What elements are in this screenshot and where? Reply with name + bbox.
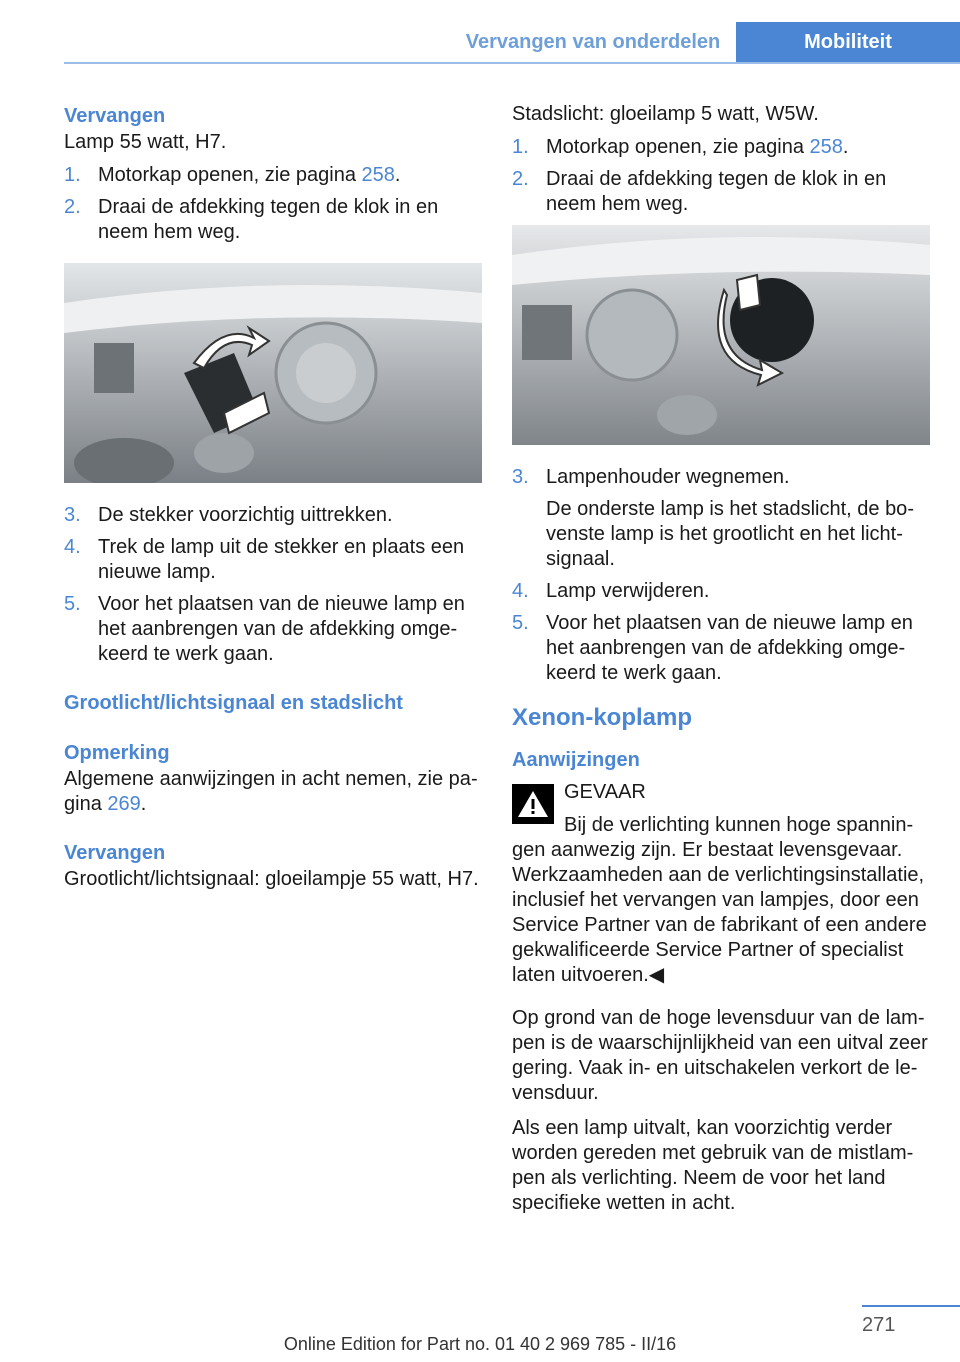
list-item: 3. Lampenhouder wegnemen. De onderste lamp is het stadslicht, de bovenste lamp is het grootlicht en het lichtsignaal. [512, 466, 914, 570]
steps-list [512, 135, 930, 217]
warning-block [512, 780, 930, 988]
heading-aanwijzingen: Aanwijzingen [512, 749, 640, 771]
heading-opmerking: Opmerking [64, 742, 170, 764]
list-item: 2. Draai de afdekking tegen de klok in en neem hem weg. [64, 196, 439, 243]
parking-light-spec: Stadslicht: gloeilamp 5 watt, W5W. [512, 103, 819, 125]
warning-text: Bij de verlichting kunnen hoge spanningen aanwezig zijn. Er bestaat levensgevaar. Werkzaamheden aan de verlichtingsinstallatie, inclusief het vervangen van lampjes, door een Service Partner van de fabrikant of een andere gekwalificeerde Service Partner of specialist laten uitvoeren.◀ [512, 814, 927, 986]
list-item: 3. De stekker voorzichtig uittrekken. [64, 504, 393, 526]
page-link[interactable]: 258 [361, 164, 395, 186]
list-item: 2. Draai de afdekking tegen de klok in en neem hem weg. [512, 168, 887, 215]
paragraph: Als een lamp uitvalt, kan voorzichtig verder worden gereden met gebruik van de mistlampen als verlichting. Neem de voor het land specifieke wetten in acht. [512, 1117, 914, 1214]
heading-xenon: Xenon-koplamp [512, 704, 693, 731]
header-tabs [450, 22, 960, 62]
section-title: Vervangen van onderdelen [465, 30, 721, 53]
high-beam-spec: Grootlicht/lichtsignaal: gloeilampje 55 watt, H7. [64, 868, 479, 890]
warning-icon [512, 784, 554, 824]
heading-grootlicht: Grootlicht/lichtsignaal en stadslicht [64, 692, 403, 714]
list-item: 5. Voor het plaatsen van de nieuwe lamp en het aanbrengen van de afdekking omgekeerd te werk gaan. [64, 593, 465, 665]
page-number: 271 [862, 1314, 896, 1336]
chapter-tab: Mobiliteit [736, 22, 960, 62]
edition-text: Online Edition for Part no. 01 40 2 969 785 - II/16 [283, 1334, 677, 1354]
footer-rule [862, 1305, 960, 1307]
warning-label: GEVAAR [564, 781, 646, 803]
steps-list [64, 503, 482, 667]
left-column [64, 102, 482, 892]
cover-illustration [512, 225, 930, 445]
list-item: 5. Voor het plaatsen van de nieuwe lamp en het aanbrengen van de afdekking omgekeerd te werk gaan. [512, 612, 913, 684]
paragraph: Op grond van de hoge levensduur van de lampen is de waarschijnlijkheid van een uitval zeer gering. Vaak in- en uitschakelen verkort de levensduur. [512, 1007, 928, 1104]
header-rule [64, 62, 960, 64]
headlamp-illustration [64, 263, 482, 483]
list-item: 1. Motorkap openen, zie pagina 258. [64, 164, 401, 186]
right-column [512, 102, 930, 1216]
steps-list [512, 465, 930, 686]
heading-vervangen-2: Vervangen [64, 842, 166, 864]
lamp-spec: Lamp 55 watt, H7. [64, 131, 227, 153]
steps-list [64, 163, 482, 245]
list-item: 4. Trek de lamp uit de stekker en plaats een nieuwe lamp. [64, 536, 465, 583]
list-item: 1. Motorkap openen, zie pagina 258. [512, 136, 849, 158]
note-text: Algemene aanwijzingen in acht nemen, zie pagina 269. [64, 768, 478, 815]
page-link[interactable]: 258 [809, 136, 843, 158]
list-item: 4. Lamp verwijderen. [512, 580, 710, 602]
page-link[interactable]: 269 [107, 793, 141, 815]
heading-vervangen: Vervangen [64, 105, 166, 127]
